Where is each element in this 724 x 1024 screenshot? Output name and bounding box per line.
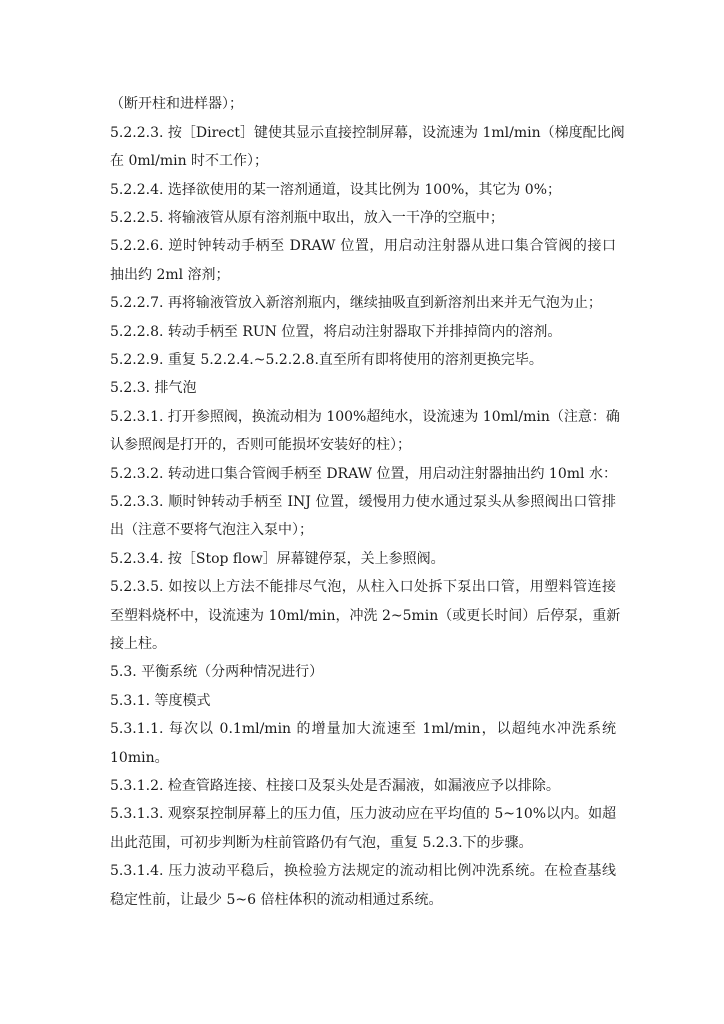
text-line: 5.3.1.2. 检查管路连接、柱接口及泵头处是否漏液，如漏液应予以排除。 xyxy=(110,778,560,794)
text-line: 5.2.2.6. 逆时钟转动手柄至 DRAW 位置，用启动注射器从进口集合管阀的接口 xyxy=(110,238,616,254)
text-line: 5.2.2.4. 选择欲使用的某一溶剂通道，设其比例为 100%，其它为 0%； xyxy=(110,182,562,198)
text-line: 10min。 xyxy=(110,750,169,766)
text-line: 至塑料烧杯中，设流速为 10ml/min，冲洗 2~5min（或更长时间）后停泵，重新 xyxy=(110,608,621,624)
text-line: 接上柱。 xyxy=(110,636,166,652)
text-line: 5.3.1.4. 压力波动平稳后，换检验方法规定的流动相比例冲洗系统。在检查基线 xyxy=(110,863,616,879)
text-line: 5.2.2.5. 将输液管从原有溶剂瓶中取出，放入一干净的空瓶中； xyxy=(110,210,504,226)
text-line: 认参照阀是打开的，否则可能损坏安装好的柱）； xyxy=(110,437,411,453)
text-line: 5.2.2.7. 再将输液管放入新溶剂瓶内，继续抽吸直到新溶剂出来并无气泡为止； xyxy=(110,295,602,311)
text-line: 出此范围，可初步判断为柱前管路仍有气泡，重复 5.2.3.下的步骤。 xyxy=(110,835,533,851)
text-line: 5.2.3.1. 打开参照阀，换流动相为 100%超纯水，设流速为 10ml/min（注意：确 xyxy=(110,409,620,425)
text-line: 稳定性前，让最少 5~6 倍柱体积的流动相通过系统。 xyxy=(110,892,443,908)
text-line: 5.2.3.3. 顺时钟转动手柄至 INJ 位置，缓慢用力使水通过泵头从参照阀出口管排 xyxy=(110,494,616,510)
text-line: 5.2.3.2. 转动进口集合管阀手柄至 DRAW 位置，用启动注射器抽出约 10ml 水： xyxy=(110,466,617,482)
section-heading: 5.3. 平衡系统（分两种情况进行） xyxy=(110,664,324,680)
text-line: （断开柱和进样器）； xyxy=(110,96,243,112)
text-line: 5.2.2.9. 重复 5.2.2.4.~5.2.2.8.直至所有即将使用的溶剂更换完毕。 xyxy=(110,352,543,368)
text-line: 5.3.1.1. 每次以 0.1ml/min 的增量加大流速至 1ml/min，以超纯水冲洗系统 xyxy=(110,721,616,737)
text-line: 出（注意不要将气泡注入泵中）； xyxy=(110,522,313,538)
text-line: 5.3.1.3. 观察泵控制屏幕上的压力值，压力波动应在平均值的 5~10%以内。如超 xyxy=(110,806,617,822)
text-line: 抽出约 2ml 溶剂； xyxy=(110,267,230,283)
text-line: 5.2.2.8. 转动手柄至 RUN 位置，将启动注射器取下并排掉筒内的溶剂。 xyxy=(110,324,562,340)
section-heading: 5.2.3. 排气泡 xyxy=(110,380,197,396)
text-line: 在 0ml/min 时不工作）； xyxy=(110,153,269,169)
text-line: 5.2.3.4. 按［Stop flow］屏幕键停泵，关上参照阀。 xyxy=(110,551,445,567)
text-line: 5.2.3.5. 如按以上方法不能排尽气泡，从柱入口处拆下泵出口管，用塑料管连接 xyxy=(110,579,616,595)
text-line: 5.2.2.3. 按［Direct］键使其显示直接控制屏幕，设流速为 1ml/min（梯度配比阀 xyxy=(110,125,625,141)
section-heading: 5.3.1. 等度模式 xyxy=(110,693,211,709)
